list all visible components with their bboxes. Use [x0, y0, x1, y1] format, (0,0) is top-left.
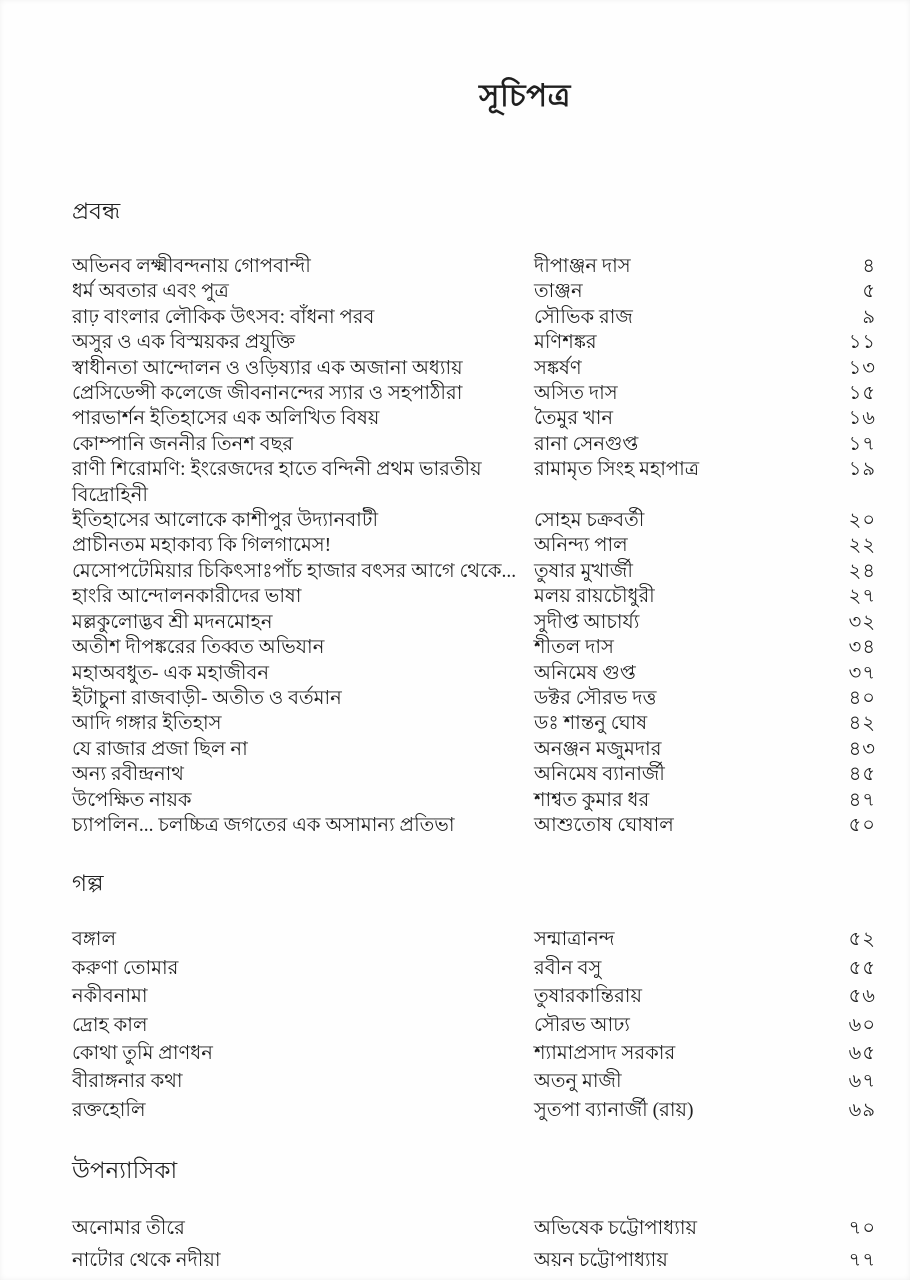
entry-page-number: ৩৪ — [848, 637, 876, 659]
entry-author: শীতল দাস — [534, 637, 614, 659]
table-row — [72, 381, 876, 406]
entry-author: সৌরভ আঢ্য — [534, 1014, 630, 1036]
entry-title: ইটাচুনা রাজবাড়ী- অতীত ও বর্তমান — [72, 687, 342, 709]
toc-section — [72, 1155, 876, 1276]
entry-author: তুষারকান্তিরায় — [534, 986, 642, 1008]
entry-title: স্বাধীনতা আন্দোলন ও ওড়িষ্যার এক অজানা অধ্যায় — [72, 357, 463, 379]
table-row — [72, 686, 876, 711]
table-row — [72, 254, 876, 279]
entry-title: ইতিহাসের আলোকে কাশীপুর উদ্যানবাটী — [72, 510, 379, 532]
section-heading: উপন্যাসিকা — [72, 1158, 178, 1184]
entry-title: চ্যাপলিন... চলচ্চিত্র জগতের এক অসামান্য প্রতিভা — [72, 814, 455, 836]
entry-title: মহাঅবধুত- এক মহাজীবন — [72, 662, 269, 684]
entry-title: যে রাজার প্রজা ছিল না — [72, 738, 248, 760]
table-row — [72, 584, 876, 609]
table-row — [72, 1068, 876, 1096]
entry-page-number: ১৬ — [848, 408, 876, 430]
table-row — [72, 1097, 876, 1125]
entry-title: বঙ্গাল — [72, 929, 116, 951]
toc-content — [72, 196, 876, 1276]
entry-author: মলয় রায়চৌধুরী — [534, 586, 655, 608]
table-row — [72, 737, 876, 762]
entry-author: অসিত দাস — [534, 383, 618, 405]
entry-page-number: ৫ — [862, 281, 876, 303]
entry-author: সুদীপ্ত আচার্য্য — [534, 611, 640, 633]
table-row — [72, 813, 876, 838]
table-row — [72, 508, 876, 533]
section-rows — [72, 926, 876, 1125]
entry-author: অনিন্দ্য পাল — [534, 535, 628, 557]
entry-page-number: ৫২ — [848, 929, 876, 951]
entry-page-number: ২০ — [848, 510, 876, 532]
entry-author: অনঞ্জন মজুমদার — [534, 738, 662, 760]
entry-author: তৈমুর খান — [534, 408, 614, 430]
entry-author: অনিমেষ ব্যানার্জী — [534, 764, 665, 786]
entry-title: নকীবনামা — [72, 986, 148, 1008]
entry-page-number: ৩৭ — [848, 662, 876, 684]
entry-title: বীরাঙ্গনার কথা — [72, 1071, 183, 1093]
entry-author: রানা সেনগুপ্ত — [534, 433, 639, 455]
table-row — [72, 661, 876, 686]
entry-author: সৌভিক রাজ — [534, 306, 633, 328]
entry-author: সুতপা ব্যানার্জী (রায়) — [534, 1099, 694, 1121]
entry-page-number: ৫৫ — [848, 957, 876, 979]
entry-author: তাঞ্জন — [534, 281, 583, 303]
entry-title: অন্য রবীন্দ্রনাথ — [72, 764, 184, 786]
table-row — [72, 711, 876, 736]
table-row — [72, 1245, 876, 1277]
entry-title: হাংরি আন্দোলনকারীদের ভাষা — [72, 586, 302, 608]
table-row — [72, 635, 876, 660]
table-row — [72, 983, 876, 1011]
entry-page-number: ১৯ — [848, 459, 876, 481]
entry-title: রক্তহোলি — [72, 1099, 146, 1121]
entry-page-number: ৭৭ — [848, 1249, 876, 1271]
entry-author: অনিমেষ গুপ্ত — [534, 662, 636, 684]
entry-title: মেসোপটেমিয়ার চিকিৎসাঃপাঁচ হাজার বৎসর আগে থেকে... — [72, 560, 517, 582]
page-title: সূচিপত্র — [479, 78, 571, 113]
entry-author: শাশ্বত কুমার ধর — [534, 789, 650, 811]
entry-title: অতীশ দীপঙ্করের তিব্বত অভিযান — [72, 637, 325, 659]
entry-author: সোহম চক্রবর্তী — [534, 510, 645, 532]
entry-author: অতনু মাজী — [534, 1071, 622, 1093]
entry-title: আদি গঙ্গার ইতিহাস — [72, 713, 222, 735]
table-row — [72, 762, 876, 787]
section-heading: প্রবন্ধ — [72, 199, 121, 224]
section-rows — [72, 1213, 876, 1276]
entry-page-number: ৪৫ — [848, 764, 876, 786]
entry-page-number: ২২ — [848, 535, 876, 557]
entry-page-number: ১৩ — [848, 357, 876, 379]
table-row — [72, 610, 876, 635]
entry-page-number: ৫০ — [848, 814, 876, 836]
entry-title: প্রেসিডেন্সী কলেজে জীবনানন্দের স্যার ও সহপাঠীরা — [72, 383, 463, 405]
entry-title: পারভার্শন ইতিহাসের এক অলিখিত বিষয় — [72, 408, 380, 430]
entry-page-number: ১৭ — [848, 433, 876, 455]
entry-page-number: ৬৫ — [848, 1042, 876, 1064]
entry-page-number: ৩২ — [848, 611, 876, 633]
table-row — [72, 356, 876, 381]
entry-title: রাঢ় বাংলার লৌকিক উৎসব: বাঁধনা পরব — [72, 306, 375, 328]
entry-title: অসুর ও এক বিস্ময়কর প্রযুক্তি — [72, 332, 296, 354]
entry-author: রবীন বসু — [534, 957, 602, 979]
entry-page-number: ৪৩ — [848, 738, 876, 760]
entry-author: আশুতোষ ঘোষাল — [534, 814, 674, 836]
entry-title: অনোমার তীরে — [72, 1218, 185, 1240]
entry-title: ধর্ম অবতার এবং পুত্র — [72, 281, 229, 303]
toc-section — [72, 196, 876, 838]
entry-title: প্রাচীনতম মহাকাব্য কি গিলগামেস! — [72, 535, 332, 557]
entry-author: মণিশঙ্কর — [534, 332, 597, 354]
entry-author: ডঃ শান্তনু ঘোষ — [534, 713, 648, 735]
entry-page-number: ৪০ — [848, 687, 876, 709]
entry-page-number: ১৫ — [848, 383, 876, 405]
table-row — [72, 1213, 876, 1245]
section-heading: গল্প — [72, 871, 104, 897]
table-row — [72, 457, 876, 508]
entry-page-number: ৭০ — [848, 1218, 876, 1240]
table-row — [72, 559, 876, 584]
table-row — [72, 955, 876, 983]
entry-author: ডক্টর সৌরভ দত্ত — [534, 687, 657, 709]
entry-page-number: ১১ — [848, 332, 876, 354]
entry-author: রামামৃত সিংহ মহাপাত্র — [534, 459, 700, 481]
entry-title: নাটোর থেকে নদীয়া — [72, 1249, 221, 1271]
entry-author: দীপাঞ্জন দাস — [534, 256, 631, 277]
table-row — [72, 330, 876, 355]
entry-page-number: ২৭ — [848, 586, 876, 608]
entry-author: তুষার মুখার্জী — [534, 560, 633, 582]
entry-title: কোম্পানি জননীর তিনশ বছর — [72, 433, 294, 455]
entry-page-number: ৬৭ — [848, 1071, 876, 1093]
table-row — [72, 1040, 876, 1068]
entry-page-number: ৪৭ — [848, 789, 876, 811]
entry-page-number: ৪২ — [848, 713, 876, 735]
section-rows — [72, 254, 876, 838]
entry-author: শ্যামাপ্রসাদ সরকার — [534, 1042, 676, 1064]
table-row — [72, 788, 876, 813]
entry-title: কোথা তুমি প্রাণধন — [72, 1042, 213, 1064]
entry-title: করুণা তোমার — [72, 957, 179, 979]
entry-page-number: ৯ — [862, 306, 876, 328]
table-row — [72, 926, 876, 954]
entry-title: রাণী শিরোমণি: ইংরেজদের হাতে বন্দিনী প্রথম ভারতীয় বিদ্রোহিনী — [72, 459, 482, 506]
entry-page-number: ৪ — [862, 256, 876, 277]
entry-page-number: ৫৬ — [848, 986, 876, 1008]
entry-author: সঙ্কর্ষণ — [534, 357, 582, 379]
table-row — [72, 305, 876, 330]
entry-title: দ্রোহ কাল — [72, 1014, 148, 1036]
entry-title: মল্লকুলোদ্ভব শ্রী মদনমোহন — [72, 611, 273, 633]
table-row — [72, 279, 876, 304]
entry-title: অভিনব লক্ষ্মীবন্দনায় গোপবান্দী — [72, 256, 311, 277]
entry-page-number: ৬৯ — [848, 1099, 876, 1121]
table-row — [72, 1012, 876, 1040]
entry-title: উপেক্ষিত নায়ক — [72, 789, 192, 811]
table-row — [72, 406, 876, 431]
entry-author: সন্মাত্রানন্দ — [534, 929, 615, 951]
entry-page-number: ৬০ — [848, 1014, 876, 1036]
table-row — [72, 432, 876, 457]
entry-page-number: ২৪ — [848, 560, 876, 582]
table-row — [72, 533, 876, 558]
entry-author: অয়ন চট্টোপাধ্যায় — [534, 1249, 668, 1271]
entry-author: অভিষেক চট্টোপাধ্যায় — [534, 1218, 698, 1240]
toc-section — [72, 868, 876, 1125]
